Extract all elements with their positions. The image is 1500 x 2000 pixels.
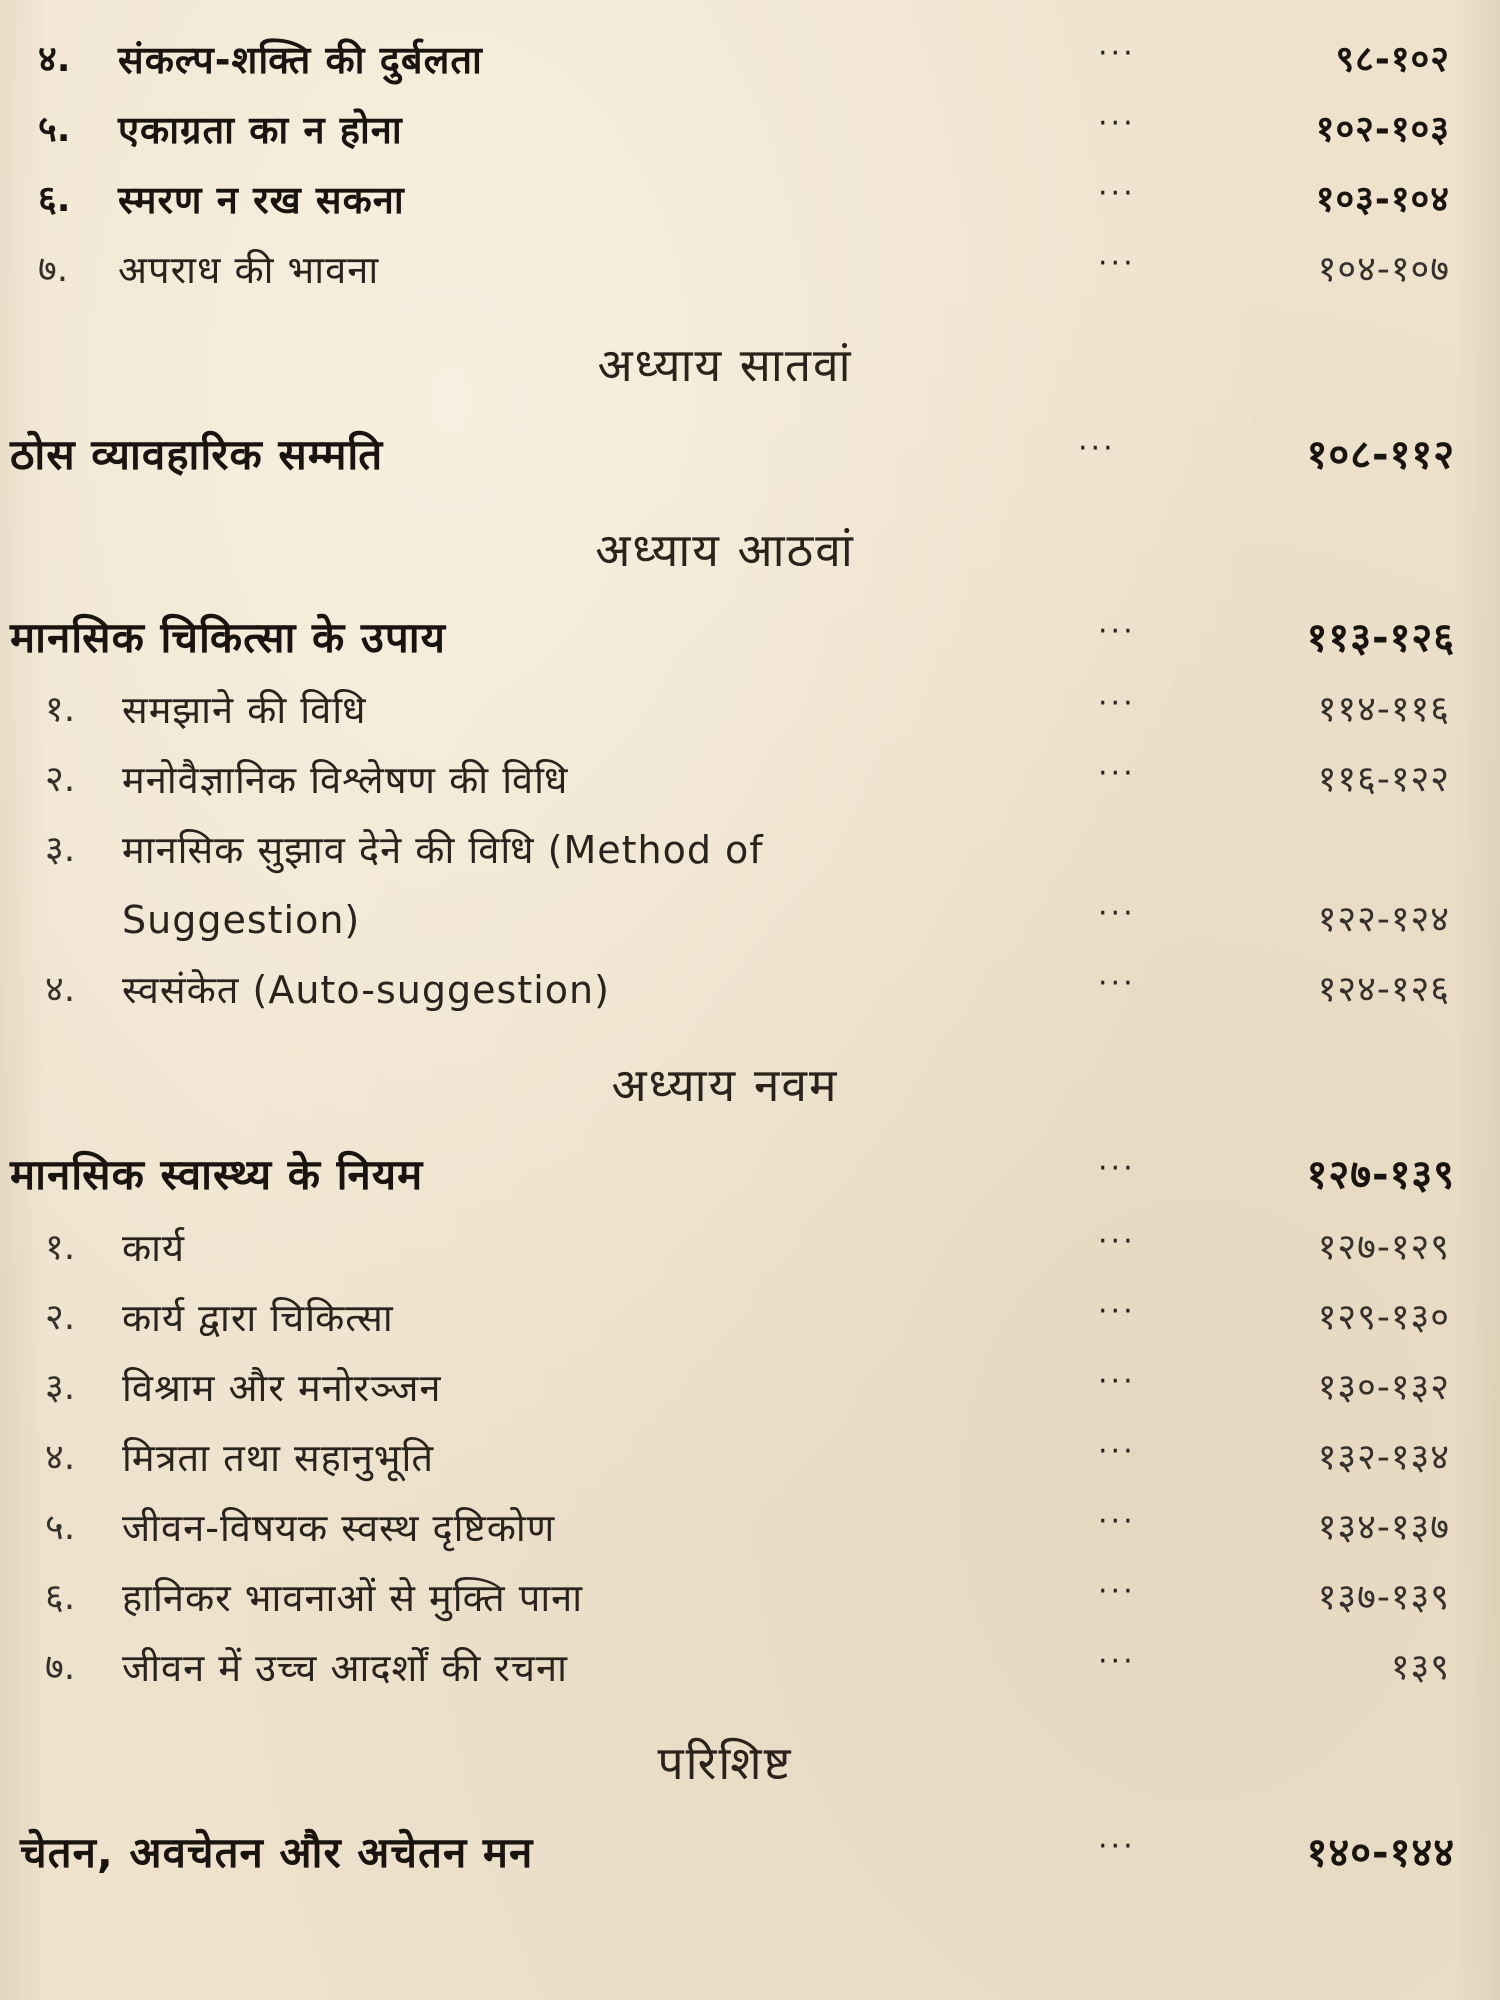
entry-number: ३. (45, 1367, 76, 1408)
leader-dots: ··· (1098, 1829, 1136, 1864)
page-range: १२४-१२६ (1317, 969, 1450, 1010)
leader-dots: ··· (1098, 614, 1136, 649)
appendix-entry (0, 1823, 1500, 1883)
toc-entry (0, 1358, 1500, 1418)
entry-number: ४. (45, 969, 76, 1010)
page-range: १०४-१०७ (1317, 249, 1450, 290)
leader-dots: ··· (1098, 1224, 1136, 1259)
toc-entry (0, 1218, 1500, 1278)
leader-dots: ··· (1098, 1504, 1136, 1539)
leader-dots: ··· (1098, 1364, 1136, 1399)
appendix-title: चेतन, अवचेतन और अचेतन मन (20, 1828, 534, 1877)
entry-title: स्मरण न रख सकना (118, 178, 405, 222)
page-range: १०८-११२ (1306, 432, 1455, 478)
entry-number: ६. (38, 179, 71, 220)
entry-number: ५. (38, 109, 71, 150)
leader-dots: ··· (1098, 1294, 1136, 1329)
page-range: ११६-१२२ (1317, 759, 1450, 800)
toc-entry (0, 30, 1500, 90)
leader-dots: ··· (1098, 966, 1136, 1001)
entry-title: जीवन-विषयक स्वस्थ दृष्टिकोण (122, 1506, 556, 1550)
entry-title: अपराध की भावना (118, 248, 380, 292)
entry-number: १. (45, 1227, 76, 1268)
page-range: १३०-१३२ (1317, 1367, 1450, 1408)
page-range: १०३-१०४ (1315, 179, 1450, 220)
toc-entry (0, 820, 1500, 880)
entry-number: ५. (45, 1507, 76, 1548)
toc-entry (0, 1638, 1500, 1698)
page-range: १२७-१३९ (1306, 1152, 1455, 1198)
leader-dots: ··· (1098, 176, 1136, 211)
chapter-entry (0, 1145, 1500, 1205)
toc-entry (0, 750, 1500, 810)
page-range: १०२-१०३ (1315, 109, 1450, 150)
page-range: १४०-१४४ (1306, 1830, 1455, 1876)
leader-dots: ··· (1098, 756, 1136, 791)
leader-dots: ··· (1098, 106, 1136, 141)
chapter-heading: अध्याय आठवां (595, 523, 855, 577)
chapter-heading: अध्याय नवम (611, 1058, 839, 1112)
toc-entry-continuation (0, 890, 1500, 950)
entry-number: ७. (45, 1647, 76, 1688)
page-range: १३९ (1390, 1647, 1450, 1688)
page-range: १२९-१३० (1317, 1297, 1450, 1338)
page-range: १३४-१३७ (1317, 1507, 1450, 1548)
toc-entry (0, 240, 1500, 300)
entry-title: मानसिक सुझाव देने की विधि (Method of (122, 828, 764, 872)
leader-dots: ··· (1098, 1574, 1136, 1609)
leader-dots: ··· (1098, 36, 1136, 71)
toc-entry (0, 1568, 1500, 1628)
toc-entry (0, 1498, 1500, 1558)
entry-title: कार्य (122, 1226, 186, 1270)
page-range: १२७-१२९ (1317, 1227, 1450, 1268)
entry-title: जीवन में उच्च आदर्शों की रचना (122, 1646, 568, 1690)
toc-entry (0, 170, 1500, 230)
chapter-title: मानसिक चिकित्सा के उपाय (10, 613, 447, 662)
entry-title: मनोवैज्ञानिक विश्लेषण की विधि (122, 758, 569, 802)
entry-title: समझाने की विधि (122, 688, 367, 732)
entry-number: ४. (38, 39, 71, 80)
leader-dots: ··· (1098, 1644, 1136, 1679)
page-range: ९८-१०२ (1335, 39, 1450, 80)
entry-number: २. (45, 1297, 76, 1338)
entry-title: मित्रता तथा सहानुभूति (122, 1436, 435, 1480)
entry-number: १. (45, 689, 76, 730)
page-range: १३७-१३९ (1317, 1577, 1450, 1618)
appendix-heading: परिशिष्ट (657, 1736, 793, 1790)
leader-dots: ··· (1098, 246, 1136, 281)
leader-dots: ··· (1098, 896, 1136, 931)
page-range: १२२-१२४ (1317, 899, 1450, 940)
page-range: १३२-१३४ (1317, 1437, 1450, 1478)
entry-number: ७. (38, 249, 69, 290)
toc-entry (0, 960, 1500, 1020)
entry-title: कार्य द्वारा चिकित्सा (122, 1296, 394, 1340)
chapter-entry (0, 608, 1500, 668)
entry-title: हानिकर भावनाओं से मुक्ति पाना (122, 1576, 584, 1620)
chapter-entry (0, 425, 1500, 485)
leader-dots: ··· (1098, 1151, 1136, 1186)
entry-number: ६. (45, 1577, 76, 1618)
page-range: ११४-११६ (1317, 689, 1450, 730)
entry-title-continued: Suggestion) (122, 898, 361, 942)
entry-title: स्वसंकेत (Auto-suggestion) (122, 968, 610, 1012)
entry-title: संकल्प-शक्ति की दुर्बलता (118, 38, 483, 82)
chapter-heading: अध्याय सातवां (597, 338, 853, 392)
entry-title: विश्राम और मनोरञ्जन (122, 1366, 442, 1410)
toc-entry (0, 1288, 1500, 1348)
leader-dots: ··· (1078, 431, 1116, 466)
toc-entry (0, 680, 1500, 740)
page-range: ११३-१२६ (1306, 615, 1455, 661)
leader-dots: ··· (1098, 686, 1136, 721)
entry-title: एकाग्रता का न होना (118, 108, 403, 152)
entry-number: ३. (45, 829, 76, 870)
chapter-title: मानसिक स्वास्थ्य के नियम (10, 1150, 424, 1199)
toc-entry (0, 100, 1500, 160)
entry-number: ४. (45, 1437, 76, 1478)
entry-number: २. (45, 759, 76, 800)
leader-dots: ··· (1098, 1434, 1136, 1469)
chapter-title: ठोस व्यावहारिक सम्मति (10, 430, 384, 479)
toc-entry (0, 1428, 1500, 1488)
